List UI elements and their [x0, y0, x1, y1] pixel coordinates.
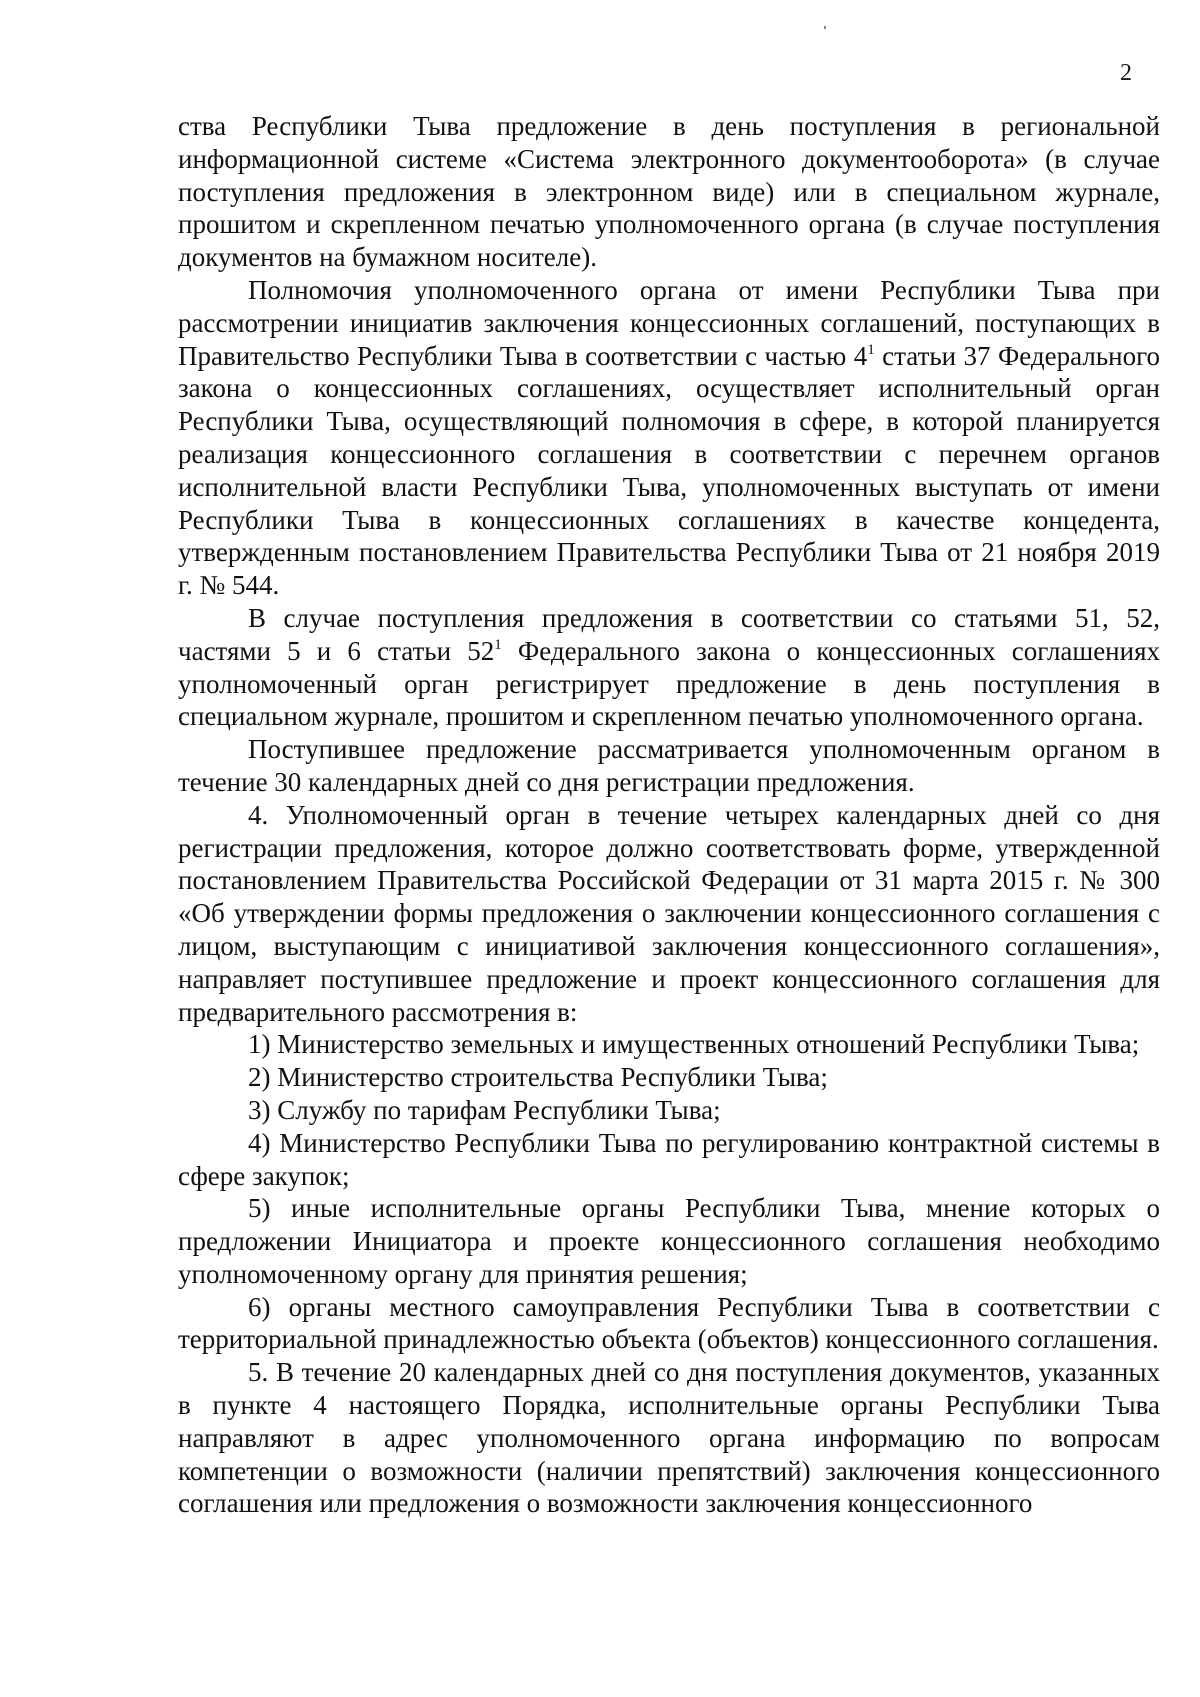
- list-item: 6) органы местного самоуправления Республики Тыва в соответствии с территориальной принадлежностью объекта (объектов) концессионного соглашения.: [178, 1291, 1160, 1355]
- paragraph: Поступившее предложение рассматривается уполномоченным органом в течение 30 календарных дней со дня регистрации предложения.: [178, 734, 1160, 797]
- paragraph-text: В случае поступления предложения в соответствии со статьями 51, 52, частями 5 и 6 статьи 52: [178, 602, 1160, 666]
- paragraph-text: статьи 37 Федерального закона о концессионных соглашениях, осуществляет исполнительный орган Республики Тыва, осуществляющий полномочия в сфере, в которой планируется реализация концессионного соглашения в соответствии с перечнем органов исполнительной власти Республики Тыва, уполномоченных выступать от имени Республики Тыва в концессионных соглашениях в качестве концедента, утвержденным постановлением Правительства Республики Тыва от 21 ноября 2019 г. № 544.: [178, 340, 1160, 601]
- paragraph: ства Республики Тыва предложение в день поступления в региональной информационной системе «Система электронного документооборота» (в случае поступления предложения в электронном виде) или в специальном журнале, прошитом и скрепленном печатью уполномоченного органа (в случае поступления документов на бумажном носителе).: [178, 111, 1160, 273]
- list-item: 2) Министерство строительства Республики Тыва;: [248, 1062, 828, 1093]
- paragraph: 4. Уполномоченный орган в течение четырех календарных дней со дня регистрации предложения, которое должно соответствовать форме, утвержденной постановлением Правительства Российской Федерации от 31 марта 2015 г. № 300 «Об утверждении формы предложения о заключении концессионного соглашения с лицом, выступающим с инициативой заключения концессионного соглашения», направляет поступившее предложение и проект концессионного соглашения для предварительного рассмотрения в:: [178, 799, 1160, 1027]
- page-number: 2: [1120, 60, 1132, 86]
- paragraph: [178, 602, 1160, 733]
- document-body: [178, 110, 1160, 1520]
- list-item: 1) Министерство земельных и имущественных отношений Республики Тыва;: [248, 1029, 1140, 1060]
- paragraph-text: Федерального закона о концессионных соглашениях уполномоченный орган регистрирует предложение в день поступления в специальном журнале, прошитом и скрепленном печатью уполномоченного органа.: [178, 635, 1160, 732]
- list-item: 3) Службу по тарифам Республики Тыва;: [248, 1094, 721, 1125]
- superscript: 1: [867, 341, 875, 358]
- paragraph: [178, 274, 1160, 602]
- superscript: 1: [494, 636, 502, 653]
- paragraph-text: Полномочия уполномоченного органа от имени Республики Тыва при рассмотрении инициатив заключения концессионных соглашений, поступающих в Правительство Республики Тыва в соответствии с частью 4: [178, 274, 1160, 371]
- list-item: 4) Министерство Республики Тыва по регулированию контрактной системы в сфере закупок;: [178, 1127, 1160, 1191]
- list-item: 5) иные исполнительные органы Республики Тыва, мнение которых о предложении Инициатора и проекте концессионного соглашения необходимо уполномоченному органу для принятия решения;: [178, 1193, 1160, 1289]
- scan-mark: [824, 26, 826, 29]
- paragraph: 5. В течение 20 календарных дней со дня поступления документов, указанных в пункте 4 настоящего Порядка, исполнительные органы Республики Тыва направляют в адрес уполномоченного органа информацию по вопросам компетенции о возможности (наличии препятствий) заключения концессионного соглашения или предложения о возможности заключения концессионного: [178, 1357, 1160, 1519]
